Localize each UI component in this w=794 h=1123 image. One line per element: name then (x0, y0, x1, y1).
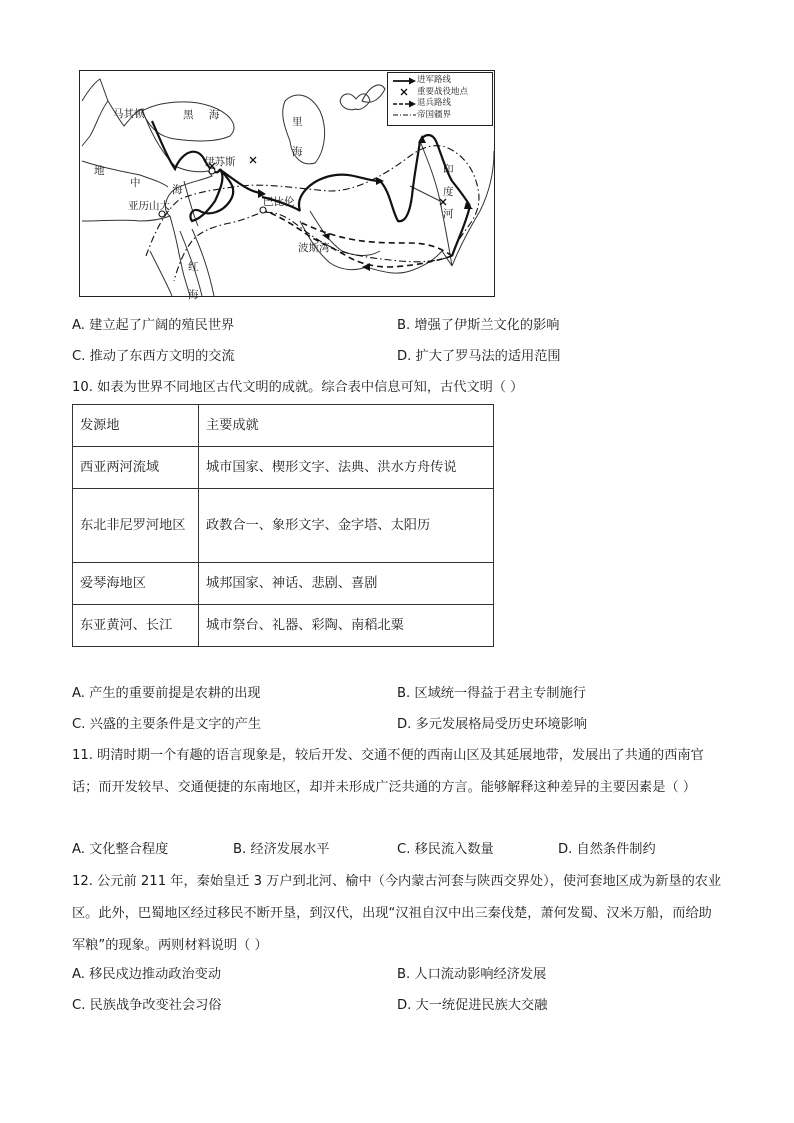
q10-option-c: C. 兴盛的主要条件是文字的产生 (72, 717, 262, 732)
q11-option-b: B. 经济发展水平 (233, 842, 330, 857)
table-header-achievements: 主要成就 (199, 405, 494, 447)
table-header-row (73, 405, 494, 447)
q12-stem: 12. 公元前 211 年，秦始皇迁 3 万户到北河、榆中（今内蒙古河套与陕西交界处），使河套地区成为新垦的农业区。此外，巴蜀地区经过移民不断开垦，到汉代，出现“汉祖自汉中出三秦伐楚，萧何发蜀、汉米万船，而给助军粮”的现象。两则材料说明（ ） (72, 874, 722, 953)
battle-x-icon (391, 87, 417, 97)
q12-option-c: C. 民族战争改变社会习俗 (72, 998, 222, 1013)
q9-option-b: B. 增强了伊斯兰文化的影响 (397, 318, 560, 333)
table-row (73, 563, 494, 605)
label-red-sea: 红海 (188, 261, 199, 301)
map-figure: 进军路线 重要战役地点 退兵路线 帝国疆界 马其顿 黑 海 里海 伊苏斯 巴比伦 亚历山大 地 中 海 红海 波斯湾 印度河 (79, 70, 495, 297)
table-cell-achievements: 政教合一、象形文字、金字塔、太阳历 (199, 489, 494, 563)
label-indus: 印度河 (443, 164, 454, 220)
label-black-sea: 黑 海 (183, 109, 226, 121)
q9-option-c: C. 推动了东西方文明的交流 (72, 349, 235, 364)
q12-option-b: B. 人口流动影响经济发展 (397, 967, 547, 982)
boundary-line-icon (391, 110, 417, 120)
retreat-route-icon (391, 99, 417, 109)
table-cell-achievements: 城市祭台、礼器、彩陶、南稻北粟 (199, 605, 494, 647)
table-cell-achievements: 城市国家、楔形文字、法典、洪水方舟传说 (199, 447, 494, 489)
legend-retreat-label: 退兵路线 (417, 98, 452, 109)
q11-option-a: A. 文化整合程度 (72, 842, 169, 857)
q10-stem: 10. 如表为世界不同地区古代文明的成就。综合表中信息可知，古代文明（ ） (72, 380, 524, 395)
table-cell-origin: 东北非尼罗河地区 (73, 489, 199, 563)
label-persian-gulf (298, 241, 348, 297)
legend-retreat (391, 98, 489, 110)
legend-battle (391, 87, 489, 99)
label-caspian: 里海 (292, 116, 303, 158)
q11-option-c: C. 移民流入数量 (397, 842, 494, 857)
map-legend (387, 72, 493, 126)
table-row (73, 489, 494, 563)
achievements-table (72, 404, 494, 647)
q10-option-b: B. 区域统一得益于君主专制施行 (397, 686, 586, 701)
table-cell-origin: 东亚黄河、长江 (73, 605, 199, 647)
label-issus: 伊苏斯 (204, 156, 236, 168)
label-persian-gulf-text: 波斯湾 (298, 242, 330, 254)
table-row (73, 605, 494, 647)
q9-option-a: A. 建立起了广阔的殖民世界 (72, 318, 235, 333)
q9-option-d: D. 扩大了罗马法的适用范围 (397, 349, 561, 364)
q11-stem: 11. 明清时期一个有趣的语言现象是，较后开发、交通不便的西南山区及其延展地带，发展出了共通的西南官话；而开发较早、交通便捷的东南地区，却并未形成广泛共通的方言。能够解释这种差异的主要因素是（ ） (72, 748, 704, 795)
q11-option-d: D. 自然条件制约 (558, 842, 656, 857)
table-header-origin: 发源地 (73, 405, 199, 447)
q12-option-a: A. 移民戍边推动政治变动 (72, 967, 222, 982)
legend-boundary-label: 帝国疆界 (417, 109, 452, 120)
label-macedonia: 马其顿 (113, 108, 145, 120)
q10-option-a: A. 产生的重要前提是农耕的出现 (72, 686, 261, 701)
legend-boundary (391, 110, 489, 122)
legend-advance (391, 75, 489, 87)
table-row (73, 447, 494, 489)
table-cell-origin: 西亚两河流域 (73, 447, 199, 489)
table-cell-origin: 爱琴海地区 (73, 563, 199, 605)
advance-route-icon (391, 76, 417, 86)
q12-option-d: D. 大一统促进民族大交融 (397, 998, 548, 1013)
legend-advance-label: 进军路线 (417, 75, 452, 86)
label-babylon: 巴比伦 (263, 196, 295, 208)
legend-battle-label: 重要战役地点 (417, 86, 469, 97)
table-cell-achievements: 城邦国家、神话、悲剧、喜剧 (199, 563, 494, 605)
q10-option-d: D. 多元发展格局受历史环境影响 (397, 717, 587, 732)
label-alexandria: 亚历山大 (128, 200, 170, 212)
